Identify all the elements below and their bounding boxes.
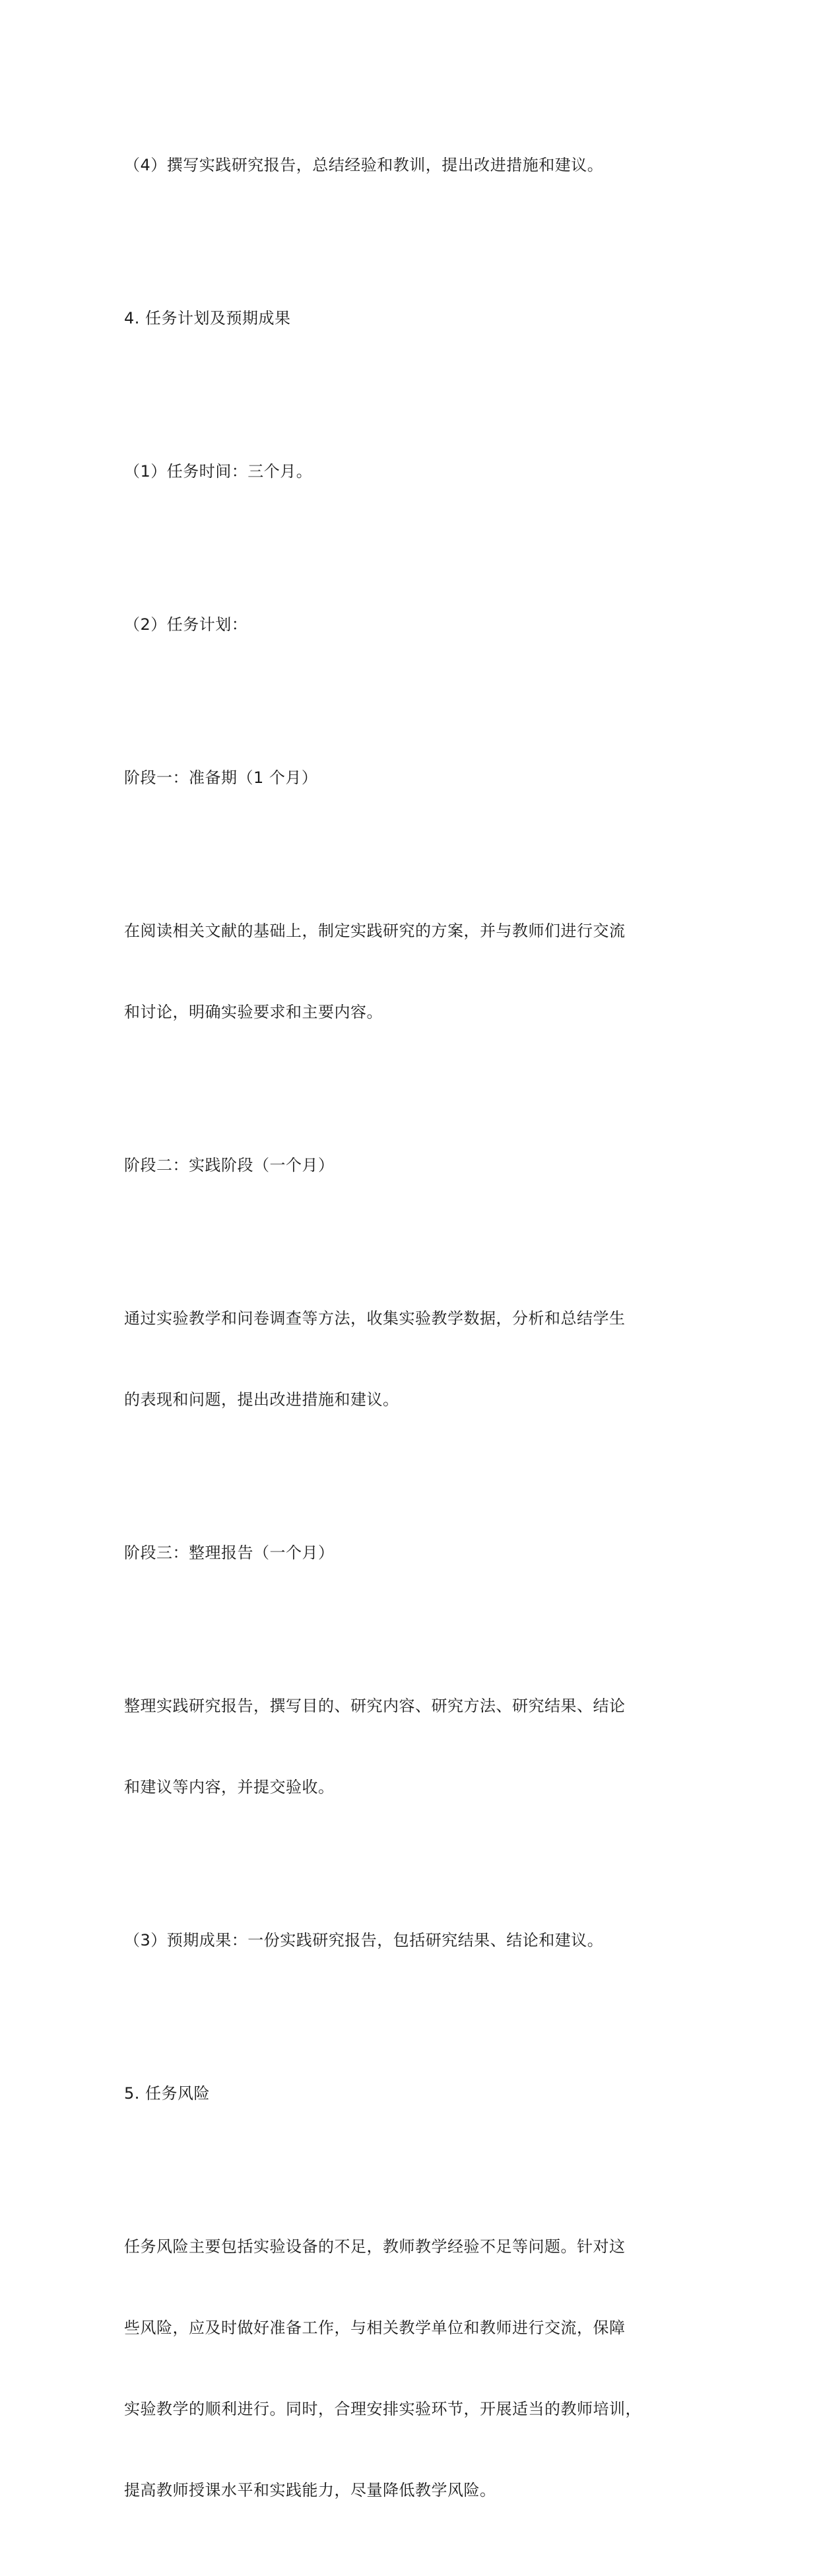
paragraph bbox=[124, 557, 718, 693]
text-line: 4. 任务计划及预期成果 bbox=[124, 309, 291, 327]
section-heading bbox=[124, 2026, 718, 2161]
text-line: 任务风险主要包括实验设备的不足，教师教学经验不足等问题。针对这 bbox=[124, 2237, 626, 2256]
stage-heading bbox=[124, 1098, 718, 1233]
text-line: 在阅读相关文献的基础上，制定实践研究的方案，并与教师们进行交流 bbox=[124, 922, 626, 940]
paragraph bbox=[124, 864, 718, 1080]
text-line: 提高教师授课水平和实践能力，尽量降低教学风险。 bbox=[124, 2481, 496, 2499]
text-line: 5. 任务风险 bbox=[124, 2084, 211, 2103]
text-line: 阶段二：实践阶段（一个月） bbox=[124, 1156, 335, 1174]
text-line: （2）任务计划： bbox=[124, 615, 248, 634]
paragraph bbox=[124, 1639, 718, 1855]
text-line: 通过实验教学和问卷调查等方法，收集实验教学数据，分析和总结学生 bbox=[124, 1309, 626, 1328]
text-line: 的表现和问题，提出改进措施和建议。 bbox=[124, 1390, 399, 1409]
text-line: 阶段一：准备期（1 个月） bbox=[124, 768, 318, 787]
text-line: 和建议等内容，并提交验收。 bbox=[124, 1778, 335, 1796]
stage-heading bbox=[124, 1485, 718, 1621]
text-line: 阶段三：整理报告（一个月） bbox=[124, 1543, 335, 1562]
text-line: （1）任务时间：三个月。 bbox=[124, 462, 313, 481]
paragraph bbox=[124, 1251, 718, 1468]
paragraph bbox=[124, 404, 718, 539]
stage-heading bbox=[124, 710, 718, 846]
paragraph bbox=[124, 98, 718, 233]
text-line: 实验教学的顺利进行。同时，合理安排实验环节，开展适当的教师培训， bbox=[124, 2400, 641, 2418]
paragraph bbox=[124, 1873, 718, 2008]
text-line: 整理实践研究报告，撰写目的、研究内容、研究方法、研究结果、结论 bbox=[124, 1697, 626, 1715]
text-line: 和讨论，明确实验要求和主要内容。 bbox=[124, 1003, 383, 1021]
text-line: 些风险，应及时做好准备工作，与相关教学单位和教师进行交流，保障 bbox=[124, 2319, 626, 2337]
document-body bbox=[124, 98, 718, 2576]
text-line: （3）预期成果：一份实践研究报告，包括研究结果、结论和建议。 bbox=[124, 1931, 604, 1949]
paragraph bbox=[124, 2179, 718, 2558]
text-line: （4）撰写实践研究报告，总结经验和教训，提出改进措施和建议。 bbox=[124, 156, 604, 174]
section-heading bbox=[124, 251, 718, 386]
